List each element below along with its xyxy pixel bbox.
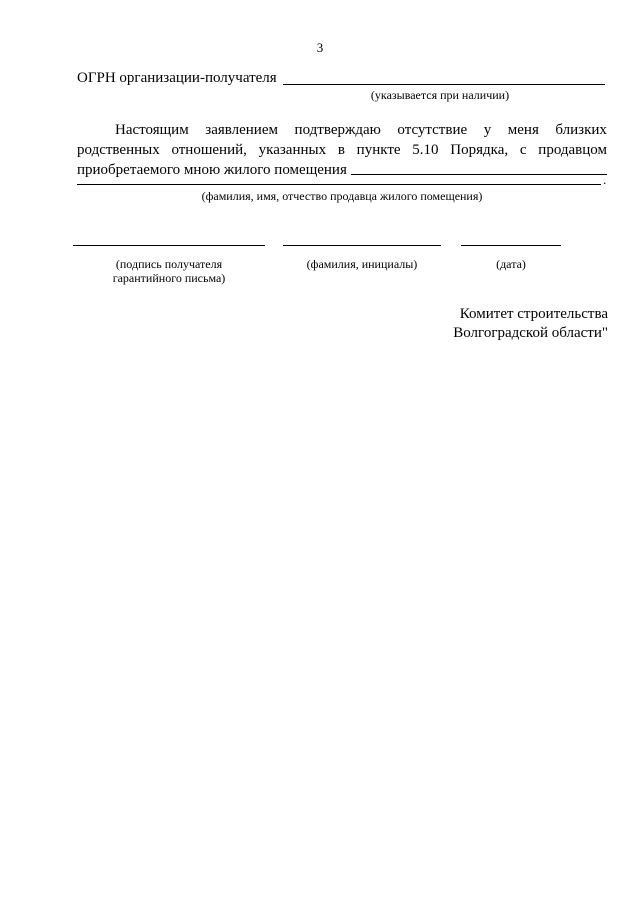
closing-line-2: Волгоградской области" <box>453 325 608 341</box>
end-punctuation: . <box>603 172 607 187</box>
seller-blank-line-full <box>77 184 601 185</box>
seller-hint: (фамилия, имя, отчество продавца жилого помещения) <box>201 189 483 203</box>
signature-hint-line-1: (подпись получателя <box>115 257 223 271</box>
statement-word: отношений, <box>171 142 247 158</box>
statement-word: заявлением <box>205 122 278 138</box>
statement-line-3 <box>77 160 607 180</box>
statement-word: продавцом <box>538 142 607 158</box>
statement-word: пункте <box>356 142 401 158</box>
seller-blank-line-inline <box>351 160 607 175</box>
signature-blank-line <box>73 245 265 246</box>
statement-word: отсутствие <box>397 122 468 138</box>
statement-word: 5.10 <box>412 142 439 158</box>
statement-word: близких <box>555 122 607 138</box>
statement-word: с <box>519 142 527 158</box>
statement-word: в <box>337 142 345 158</box>
statement-word: Порядка, <box>450 142 509 158</box>
statement-word: подтверждаю <box>294 122 381 138</box>
ogrn-field-row <box>77 70 607 87</box>
date-hint: (дата) <box>496 257 526 271</box>
date-blank-line <box>461 245 561 246</box>
ogrn-label: ОГРН организации-получателя <box>77 70 277 86</box>
statement-line-2 <box>77 140 607 160</box>
ogrn-blank-line <box>283 84 605 85</box>
statement-line-1 <box>77 120 607 140</box>
signature-hint <box>73 257 265 285</box>
statement-word: родственных <box>77 142 160 158</box>
statement-word: меня <box>507 122 539 138</box>
statement-word: указанных <box>258 142 327 158</box>
page-number: 3 <box>316 40 324 55</box>
statement-word: Настоящим <box>115 122 189 138</box>
statement-word: у <box>483 122 492 138</box>
closing-line-1: Комитет строительства <box>459 306 608 322</box>
statement-line-3-text: приобретаемого мною жилого помещения <box>77 162 347 178</box>
ogrn-hint: (указывается при наличии) <box>370 88 510 102</box>
closing-block <box>453 305 608 343</box>
name-blank-line <box>283 245 441 246</box>
statement-paragraph <box>77 120 607 180</box>
name-hint: (фамилия, инициалы) <box>306 257 418 271</box>
signature-hint-line-2: гарантийного письма) <box>112 271 226 285</box>
